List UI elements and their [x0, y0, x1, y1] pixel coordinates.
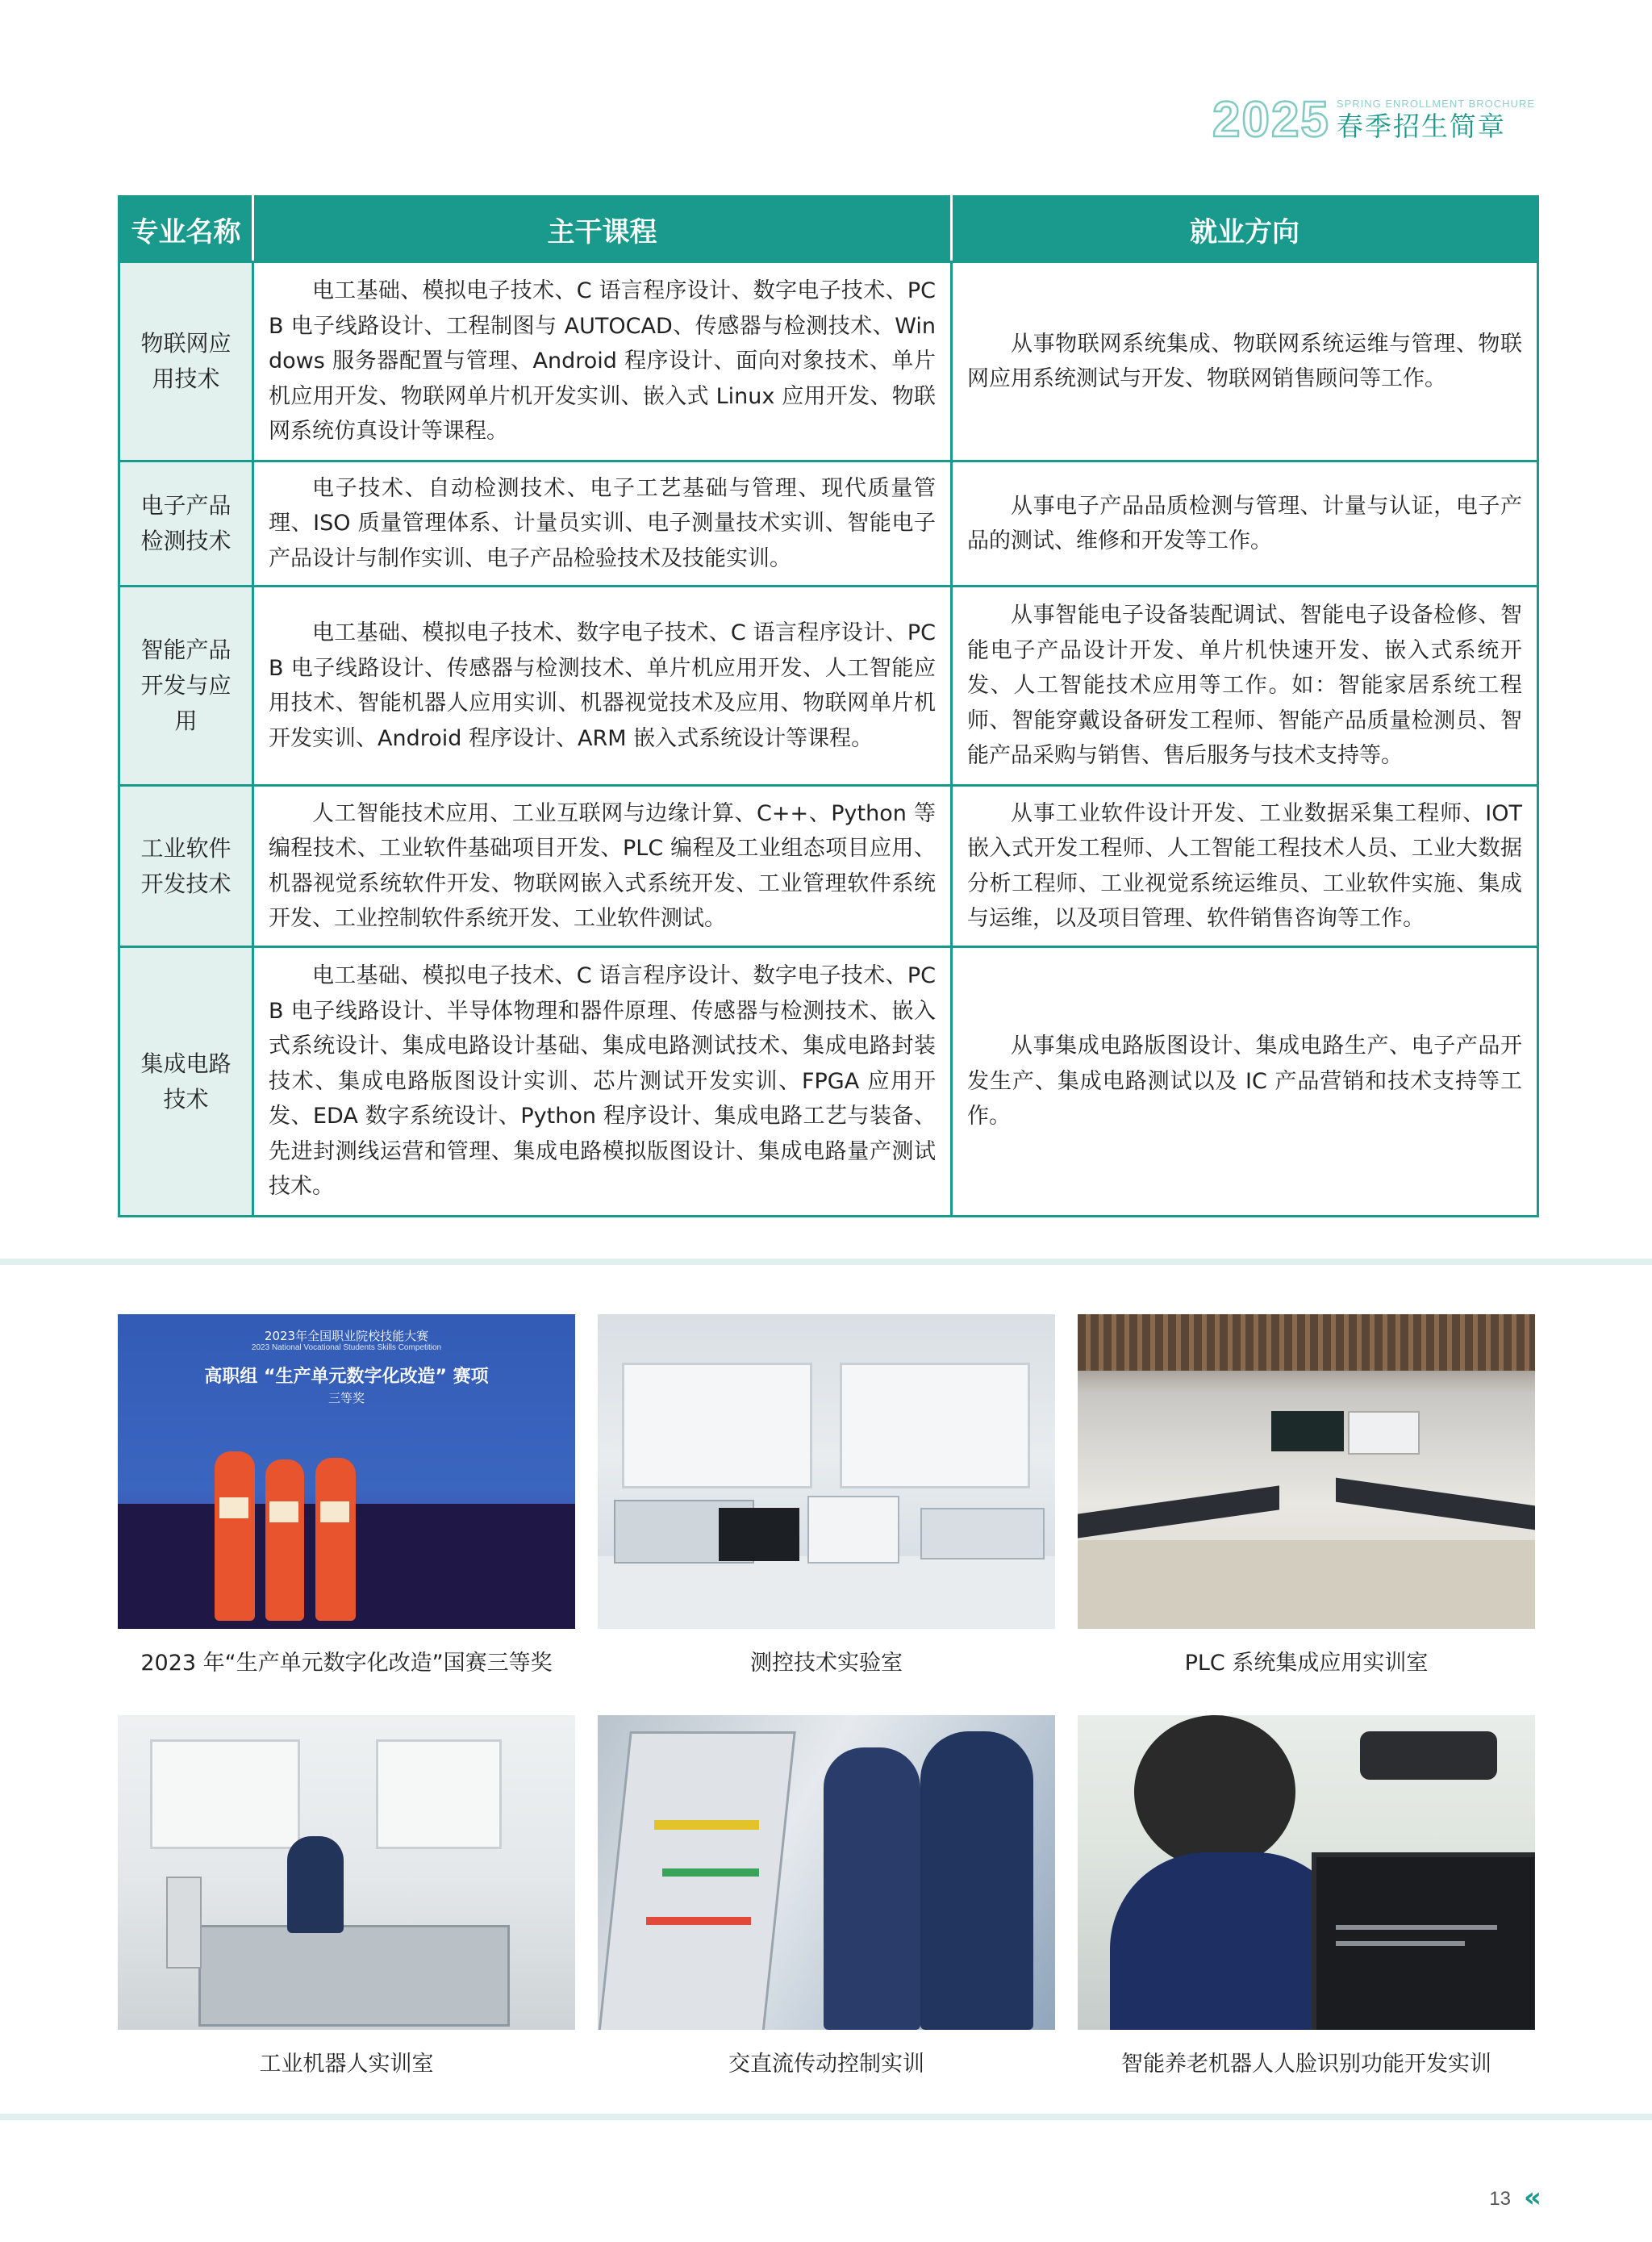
- careers-cell: 从事集成电路版图设计、集成电路生产、电子产品开发生产、集成电路测试以及 IC 产品营销和技术支持等工作。: [952, 947, 1538, 1217]
- monitor-row: [1336, 1478, 1535, 1530]
- major-name: 工业软件开发技术: [140, 834, 232, 897]
- header-year: 2025: [1212, 92, 1330, 148]
- top-divider: [0, 1259, 1652, 1265]
- robot-arm: [166, 1877, 202, 1969]
- table-row: [119, 587, 1538, 786]
- header-subtitle: SPRING ENROLLMENT BROCHURE: [1336, 98, 1535, 111]
- photo-caption: 智能养老机器人人脸识别功能开发实训: [1121, 2052, 1491, 2077]
- major-name-cell: [119, 786, 253, 947]
- student: [824, 1747, 920, 2030]
- photo-caption: 工业机器人实训室: [259, 2052, 434, 2077]
- major-name-cell: [119, 587, 253, 786]
- person-3: [315, 1458, 356, 1621]
- certificate-2: [269, 1501, 298, 1522]
- table-row: [119, 461, 1538, 587]
- ceiling-slats: [1078, 1314, 1535, 1371]
- chevron-left-icon: ‹‹: [1523, 2181, 1537, 2214]
- curriculum-table: [118, 195, 1537, 1217]
- photo-caption: 测控技术实验室: [750, 1651, 903, 1676]
- gallery-item-drive: [598, 1715, 1055, 2077]
- drive-control-photo: [598, 1715, 1055, 2030]
- courses-cell: 人工智能技术应用、工业互联网与边缘计算、C++、Python 等编程技术、工业软件基础项目开发、PLC 编程及工业组态项目应用、机器视觉系统软件开发、物联网嵌入式系统开发、工业管理软件系统开发、工业控制软件系统开发、工业软件测试。: [253, 786, 952, 947]
- major-name-cell: [119, 262, 253, 461]
- column-header-courses: 主干课程: [253, 197, 952, 262]
- gallery-item-award: [118, 1314, 575, 1676]
- wiring: [662, 1868, 759, 1877]
- major-name: 电子产品检测技术: [140, 492, 232, 554]
- column-header-careers: 就业方向: [952, 197, 1538, 262]
- wiring: [646, 1917, 751, 1925]
- workbench: [598, 1556, 1055, 1629]
- instrument-rack: [920, 1508, 1045, 1559]
- front-screen: [1271, 1411, 1344, 1451]
- certificate-1: [219, 1497, 248, 1518]
- table-header-row: [119, 197, 1538, 262]
- robot-lab-photo: [118, 1715, 575, 2030]
- banner-line2: 2023 National Vocational Students Skills Competition: [251, 1343, 442, 1352]
- certificate-3: [320, 1501, 349, 1522]
- table-row: [119, 262, 1538, 461]
- lab-photo: [598, 1314, 1055, 1629]
- floor: [1078, 1540, 1535, 1629]
- gallery-item-face: [1078, 1715, 1535, 2077]
- person-2: [265, 1459, 304, 1621]
- award-photo: [118, 1314, 575, 1629]
- window: [840, 1363, 1030, 1488]
- window: [622, 1363, 812, 1488]
- major-name-cell: [119, 947, 253, 1217]
- major-name: 物联网应用技术: [140, 330, 232, 392]
- courses-cell: 电子技术、自动检测技术、电子工艺基础与管理、现代质量管理、ISO 质量管理体系、计量员实训、电子测量技术实训、智能电子产品设计与制作实训、电子产品检验技术及技能实训。: [253, 461, 952, 587]
- window: [376, 1739, 502, 1849]
- column-header-major: 专业名称: [119, 197, 253, 262]
- banner-title: 高职组 “生产单元数字化改造” 赛项: [204, 1367, 489, 1387]
- banner-prize: 三等奖: [327, 1391, 365, 1405]
- courses-cell: 电工基础、模拟电子技术、C 语言程序设计、数字电子技术、PCB 电子线路设计、工程制图与 AUTOCAD、传感器与检测技术、Windows 服务器配置与管理、Android 程序设计、面向对象技术、单片机应用开发、物联网单片机开发实训、嵌入式 Linux 应用开发、物联网系统仿真设计等课程。: [253, 262, 952, 461]
- gallery-item-robot: [118, 1715, 575, 2077]
- photo-caption: 交直流传动控制实训: [728, 2052, 924, 2077]
- major-name: 集成电路技术: [140, 1050, 232, 1113]
- header-text: [1337, 98, 1535, 141]
- student-hair: [1134, 1715, 1295, 1868]
- table-row: [119, 947, 1538, 1217]
- window: [150, 1739, 300, 1849]
- courses-cell: 电工基础、模拟电子技术、C 语言程序设计、数字电子技术、PCB 电子线路设计、半导体物理和器件原理、传感器与检测技术、嵌入式系统设计、集成电路设计基础、集成电路测试技术、集成电路封装技术、集成电路版图设计实训、芯片测试开发实训、FPGA 应用开发、EDA 数字系统设计、Python 程序设计、集成电路工艺与装备、先进封测线运营和管理、集成电路模拟版图设计、集成电路量产测试技术。: [253, 947, 952, 1217]
- photo-caption: PLC 系统集成应用实训室: [1184, 1651, 1429, 1676]
- bottom-divider: [0, 2114, 1652, 2120]
- courses-cell: 电工基础、模拟电子技术、数字电子技术、C 语言程序设计、PCB 电子线路设计、传感器与检测技术、单片机应用开发、人工智能应用技术、智能机器人应用实训、机器视觉技术及应用、物联网单片机开发实训、Android 程序设计、ARM 嵌入式系统设计等课程。: [253, 587, 952, 786]
- robot-camera: [1360, 1731, 1497, 1780]
- banner-line1: 2023年全国职业院校技能大赛: [264, 1329, 429, 1343]
- page-number: 13: [1489, 2188, 1511, 2210]
- major-name-cell: [119, 461, 253, 587]
- monitor: [719, 1508, 799, 1561]
- gallery-item-lab: [598, 1314, 1055, 1676]
- student: [287, 1836, 344, 1933]
- training-room-photo: [1078, 1314, 1535, 1629]
- careers-cell: 从事电子产品品质检测与管理、计量与认证，电子产品的测试、维修和开发等工作。: [952, 461, 1538, 587]
- major-name: 智能产品开发与应用: [140, 637, 232, 734]
- test-panel: [807, 1496, 899, 1564]
- header-title: 春季招生简章: [1336, 111, 1506, 143]
- careers-cell: 从事工业软件设计开发、工业数据采集工程师、IOT 嵌入式开发工程师、人工智能工程技术人员、工业大数据分析工程师、工业视觉系统运维员、工业软件实施、集成与运维，以及项目管理、软件销售咨询等工作。: [952, 786, 1538, 947]
- control-panel: [598, 1731, 796, 2030]
- careers-cell: 从事智能电子设备装配调试、智能电子设备检修、智能电子产品设计开发、单片机快速开发、嵌入式系统开发、人工智能技术应用等工作。如：智能家居系统工程师、智能穿戴设备研发工程师、智能产品质量检测员、智能产品采购与销售、售后服务与技术支持等。: [952, 587, 1538, 786]
- face-recognition-photo: [1078, 1715, 1535, 2030]
- screen-text: [1336, 1925, 1497, 1930]
- screen-text: [1336, 1941, 1465, 1946]
- table-row: [119, 786, 1538, 947]
- monitor-row: [1078, 1485, 1279, 1538]
- careers-cell: 从事物联网系统集成、物联网系统运维与管理、物联网应用系统测试与开发、物联网销售顾问等工作。: [952, 262, 1538, 461]
- front-screen: [1348, 1411, 1420, 1455]
- brochure-header: [1212, 92, 1535, 148]
- robot-workstation: [198, 1925, 510, 2027]
- student: [920, 1731, 1033, 2030]
- person-1: [215, 1451, 255, 1621]
- photo-caption: 2023 年“生产单元数字化改造”国赛三等奖: [140, 1651, 553, 1676]
- wiring: [654, 1820, 759, 1830]
- gallery-item-plc: [1078, 1314, 1535, 1676]
